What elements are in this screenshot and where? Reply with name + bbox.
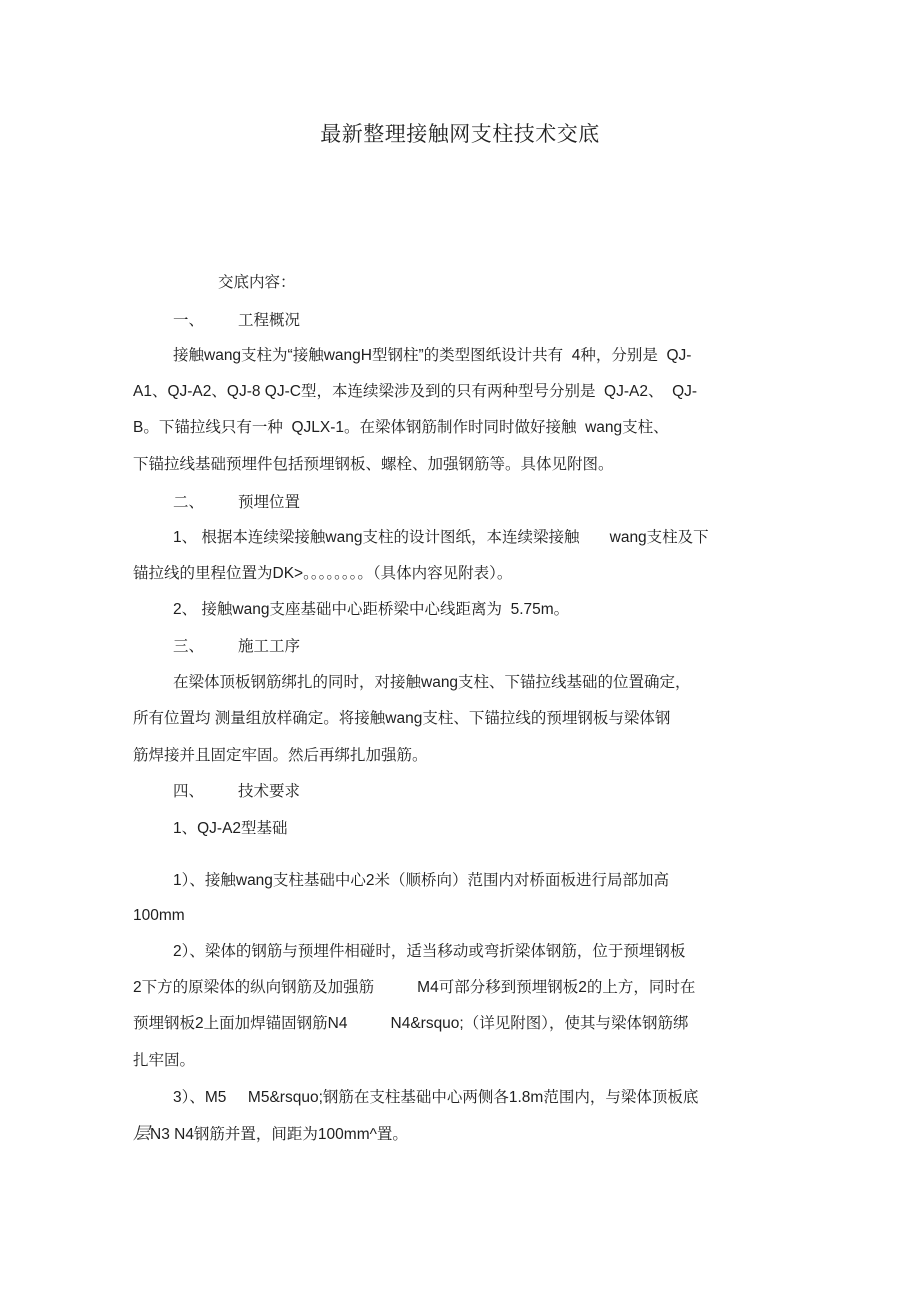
req-2-line-1: 2）、梁体的钢筋与预埋件相碰时，适当移动或弯折梁体钢筋，位于预埋钢板: [173, 943, 686, 960]
section-1-title: 工程概况: [238, 311, 301, 329]
req-3-line-2: [133, 1124, 408, 1145]
document-title: 最新整理接触网支柱技术交底: [320, 122, 600, 146]
section-2-item-1-line-1: 1、 根据本连续梁接触wang支柱的设计图纸，本连续梁接触 wang支柱及下: [173, 529, 709, 546]
req-3-line-1: 3）、M5 M5&rsquo;钢筋在支柱基础中心两侧各1.8m范围内，与梁体顶板底: [173, 1089, 699, 1106]
section-2-title: 预埋位置: [238, 493, 301, 511]
section-1-number: 一、: [173, 311, 205, 329]
section-3-para-line-2: 所有位置均 测量组放样确定。将接触wang支柱、下锚拉线的预埋钢板与梁体钢: [133, 710, 671, 727]
req-3-leading-char: 层: [133, 1124, 150, 1143]
section-3-title: 施工工序: [238, 637, 301, 655]
section-1-para-line-1: 接触wang支柱为“接触wangH型钢柱”的类型图纸设计共有 4种，分别是 QJ-: [173, 347, 692, 364]
req-1-line-2: 100mm: [133, 907, 185, 924]
section-1-para-line-3: B。下锚拉线只有一种 QJLX-1。在梁体钢筋制作时同时做好接触 wang支柱、: [133, 419, 669, 436]
section-1-para-line-4: 下锚拉线基础预埋件包括预埋钢板、螺栓、加强钢筋等。具体见附图。: [133, 455, 614, 473]
section-3-para-line-3: 筋焊接并且固定牢固。然后再绑扎加强筋。: [133, 746, 428, 764]
req-2-line-3: 预埋钢板2上面加焊锚固钢筋N4 N4&rsquo;（详见附图），使其与梁体钢筋绑: [133, 1015, 689, 1032]
req-1-line-1: 1）、接触wang支柱基础中心2米（顺桥向）范围内对桥面板进行局部加高: [173, 872, 670, 889]
section-2-number: 二、: [173, 493, 205, 511]
section-2-item-1-line-2: 锚拉线的里程位置为DK>。。。。。。。。（具体内容见附表）。: [133, 565, 513, 582]
req-3-line-2-text: N3 N4钢筋并置，间距为100mm^置。: [150, 1126, 408, 1143]
intro-label: 交底内容：: [218, 273, 296, 291]
section-2-item-2: 2、 接触wang支座基础中心距桥梁中心线距离为 5.75m。: [173, 601, 570, 618]
req-2-line-4: 扎牢固。: [133, 1051, 196, 1069]
section-4-subheading: 1、QJ-A2型基础: [173, 820, 288, 837]
section-3-number: 三、: [173, 637, 205, 655]
section-4-number: 四、: [173, 782, 205, 800]
section-4-title: 技术要求: [238, 782, 301, 800]
section-1-para-line-2: A1、QJ-A2、QJ-8 QJ-C型，本连续梁涉及到的只有两种型号分别是 QJ-A2、 QJ-: [133, 383, 698, 400]
req-2-line-2: 2下方的原梁体的纵向钢筋及加强筋 M4可部分移到预埋钢板2的上方，同时在: [133, 979, 696, 996]
section-3-para-line-1: 在梁体顶板钢筋绑扎的同时，对接触wang支柱、下锚拉线基础的位置确定，: [173, 674, 691, 691]
